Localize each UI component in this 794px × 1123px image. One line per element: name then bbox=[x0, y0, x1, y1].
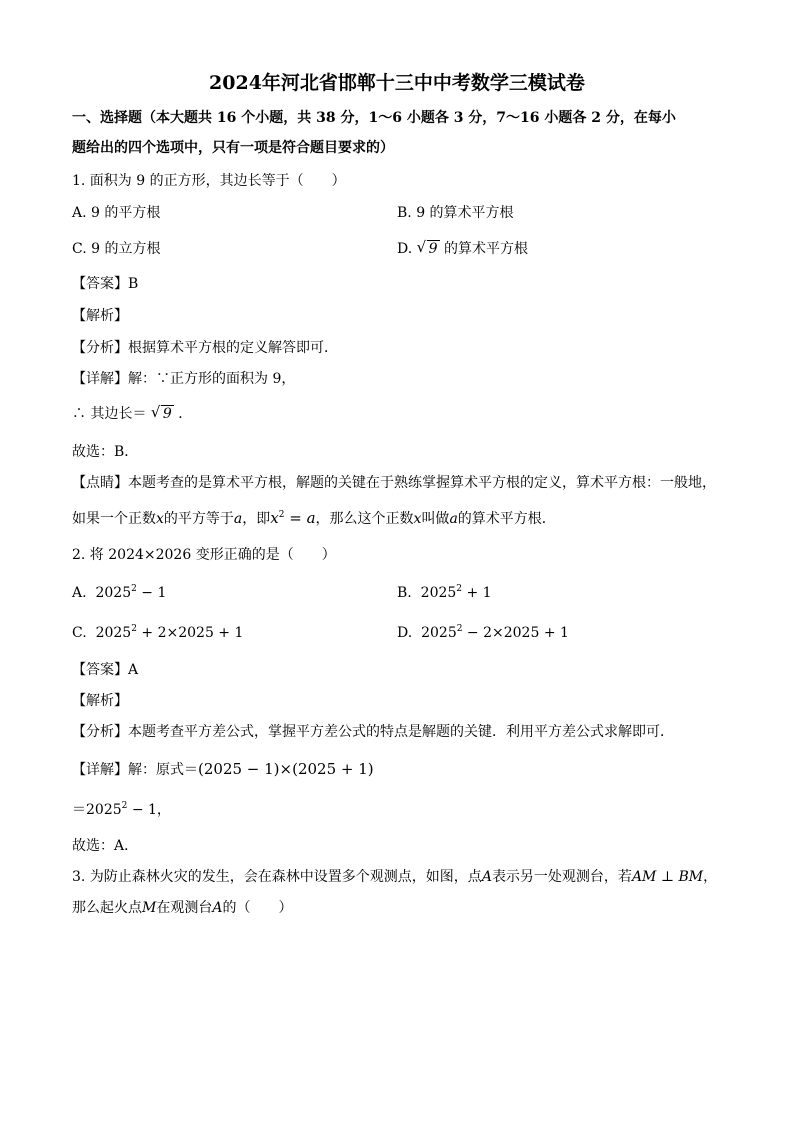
q1-comment-line1 bbox=[72, 473, 716, 493]
option-rest: + 1 bbox=[462, 585, 492, 601]
detail2-prefix: ＝ bbox=[72, 802, 86, 818]
comment2-part: 如果一个正数 bbox=[72, 511, 156, 527]
section-heading-line2: 题给出的四个选项中，只有一项是符合题目要求的） bbox=[72, 140, 394, 156]
q2-stem: 2. 将 2024×2026 变形正确的是（ ） bbox=[72, 547, 336, 563]
q1-option-d-text: 的算术平方根 bbox=[444, 241, 529, 257]
q1-option-d bbox=[397, 239, 528, 259]
q1-option-c: C. 9 的立方根 bbox=[72, 241, 161, 257]
detail-tag: 【详解】 bbox=[72, 371, 128, 387]
q1-option-a: A. 9 的平方根 bbox=[72, 205, 161, 221]
detail2-rest: − 1， bbox=[127, 802, 171, 818]
option-rest: − 1 bbox=[136, 585, 167, 601]
q3-text: 在观测台 bbox=[156, 900, 213, 916]
comment-tag: 【点睛】 bbox=[72, 475, 128, 491]
q1-option-d-label: D. bbox=[397, 241, 417, 257]
answer-value: B bbox=[128, 276, 139, 292]
sqrt-symbol: √ 9 bbox=[416, 238, 438, 257]
option-base: 2025 bbox=[95, 625, 132, 641]
q3-text: 3. 为防止森林火灾的发生，会在森林中设置多个观测点，如图，点 bbox=[72, 869, 482, 885]
answer-tag: 【答案】 bbox=[72, 662, 128, 678]
detail-text: 解：∵正方形的面积为 9， bbox=[128, 371, 296, 387]
option-base: 2025 bbox=[421, 625, 457, 641]
option-label: A. bbox=[72, 585, 87, 601]
sqrt-symbol: √ 9 bbox=[150, 403, 172, 422]
q2-choose: 故选：A． bbox=[72, 838, 139, 854]
q3-text: 的（ ） bbox=[222, 900, 293, 916]
q2-option-b bbox=[397, 583, 492, 603]
q2-detail-line2 bbox=[72, 800, 171, 820]
perpendicular-expression: AM ⊥ BM bbox=[631, 869, 704, 885]
detail-expression: (2025 − 1)×(2025 + 1) bbox=[198, 760, 374, 778]
page-title: 2024年河北省邯郸十三中中考数学三模试卷 bbox=[209, 72, 585, 94]
var-x: x bbox=[156, 511, 164, 527]
detail2-exp: 2 bbox=[121, 801, 128, 811]
fenxi-tag: 【分析】 bbox=[72, 340, 128, 356]
detail2-base: 2025 bbox=[86, 802, 122, 818]
q2-answer bbox=[72, 660, 138, 680]
var-a: a bbox=[449, 511, 458, 527]
var-a: a bbox=[233, 511, 243, 527]
var-A: A bbox=[212, 900, 223, 916]
q3-text: 表示另一处观测台，若 bbox=[491, 869, 632, 885]
q1-detail-line1 bbox=[72, 369, 295, 389]
option-exp: 2 bbox=[131, 624, 137, 634]
q1-stem: 1. 面积为 9 的正方形，其边长等于（ ） bbox=[72, 173, 346, 189]
q1-fenxi bbox=[72, 338, 338, 358]
fenxi-text: 本题考查平方差公式，掌握平方差公式的特点是解题的关键．利用平方差公式求解即可． bbox=[128, 724, 674, 740]
q2-analysis-tag: 【解析】 bbox=[72, 693, 128, 709]
q2-option-a bbox=[72, 583, 166, 603]
q1-comment-line2 bbox=[72, 508, 556, 529]
fenxi-text: 根据算术平方根的定义解答即可． bbox=[128, 340, 338, 356]
option-label: B. bbox=[397, 585, 412, 601]
option-exp: 2 bbox=[456, 624, 463, 634]
q3-text: ， bbox=[703, 869, 718, 885]
q2-option-c bbox=[72, 623, 243, 643]
detail-text: 解：原式＝ bbox=[128, 762, 198, 778]
comment2-part: 叫做 bbox=[421, 511, 450, 527]
option-rest: − 2×2025 + 1 bbox=[462, 625, 569, 641]
q1-answer bbox=[72, 274, 138, 294]
q2-option-d bbox=[397, 623, 569, 643]
q1-analysis-tag: 【解析】 bbox=[72, 308, 128, 324]
q3-stem-line1 bbox=[72, 867, 717, 887]
option-label: D. bbox=[397, 625, 413, 641]
q2-fenxi bbox=[72, 722, 674, 742]
q3-stem-line2 bbox=[72, 898, 292, 918]
comment2-part: 的算术平方根． bbox=[457, 511, 556, 527]
option-base: 2025 bbox=[95, 585, 132, 601]
q2-detail-line1 bbox=[72, 759, 374, 780]
q1-detail-line2 bbox=[72, 404, 192, 424]
q1-choose: 故选：B． bbox=[72, 444, 139, 460]
q3-text: 那么起火点 bbox=[72, 900, 142, 916]
var-A: A bbox=[481, 869, 492, 885]
answer-value: A bbox=[128, 662, 139, 678]
detail-tag: 【详解】 bbox=[72, 762, 128, 778]
comment2-part: ，那么这个正数 bbox=[315, 511, 414, 527]
option-exp: 2 bbox=[456, 584, 463, 594]
comment-text: 本题考查的是算术平方根，解题的关键在于熟练掌握算术平方根的定义，算术平方根：一般地， bbox=[128, 475, 716, 491]
option-exp: 2 bbox=[131, 584, 137, 594]
option-base: 2025 bbox=[420, 585, 457, 601]
section-heading-line1: 一、选择题（本大题共 16 个小题，共 38 分，1～6 小题各 3 分，7～16 小题各 2 分，在每小 bbox=[72, 110, 676, 126]
option-label: C. bbox=[72, 625, 87, 641]
q1-option-b: B. 9 的算术平方根 bbox=[397, 205, 514, 221]
option-rest: + 2×2025 + 1 bbox=[136, 625, 244, 641]
comment2-part: 的平方等于 bbox=[163, 511, 234, 527]
detail2-prefix: ∴ 其边长＝ bbox=[72, 406, 147, 422]
fenxi-tag: 【分析】 bbox=[72, 724, 128, 740]
answer-tag: 【答案】 bbox=[72, 276, 128, 292]
detail2-suffix: ． bbox=[178, 406, 193, 422]
var-x: x bbox=[413, 511, 422, 527]
equation-x2-a: $x^2 = a$ bbox=[270, 509, 316, 527]
comment2-part: ，即 bbox=[242, 511, 271, 527]
var-M: M bbox=[142, 900, 157, 916]
